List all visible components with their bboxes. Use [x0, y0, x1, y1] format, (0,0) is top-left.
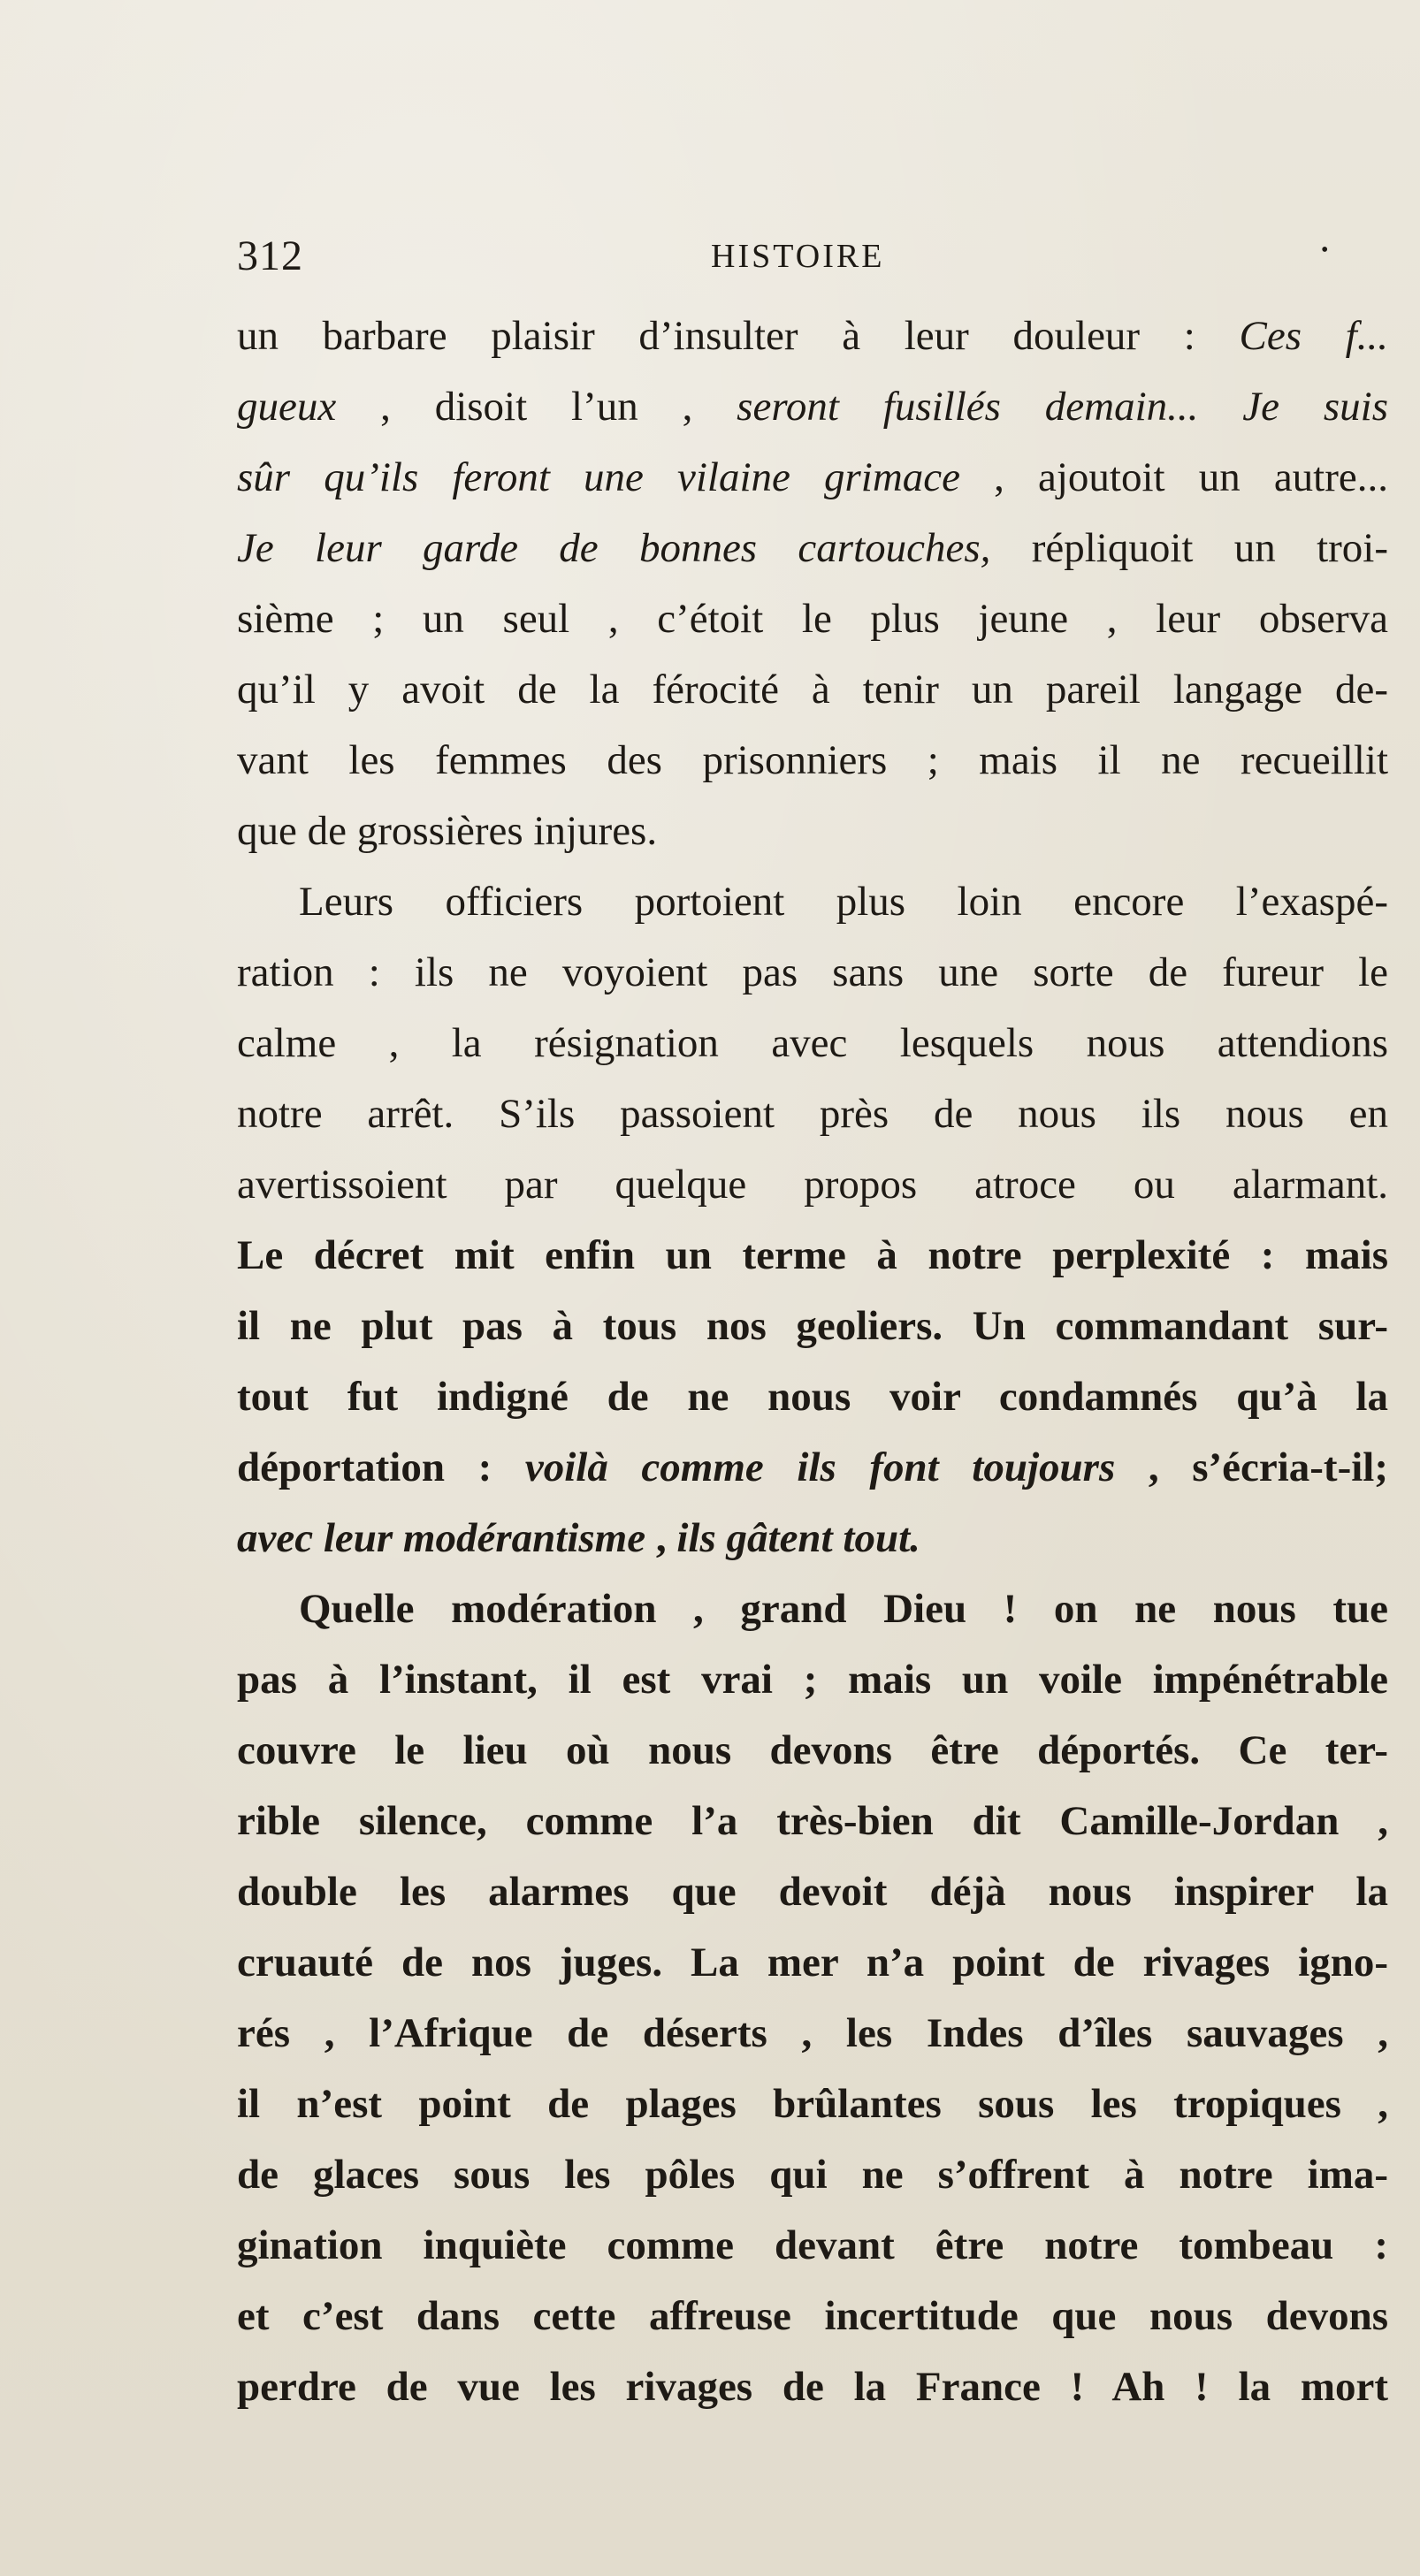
text-line — [237, 301, 1388, 371]
text-span: rés , l’Afrique de déserts , les Indes d’îles sauvages , — [237, 2010, 1388, 2056]
text-line — [237, 1715, 1388, 1786]
text-span: Leurs officiers portoient plus loin encore l’exaspé- — [299, 879, 1388, 925]
text-span: qu’il y avoit de la férocité à tenir un pareil langage de- — [237, 667, 1388, 713]
text-span: , disoit l’un , — [336, 384, 737, 430]
header-mark: • — [1321, 239, 1329, 262]
italic-span: seront fusillés demain... Je suis — [737, 384, 1388, 430]
text-line — [237, 1786, 1388, 1856]
text-span: notre arrêt. S’ils passoient près de nous ils nous en — [237, 1091, 1388, 1137]
text-span: sième ; un seul , c’étoit le plus jeune , leur observa — [237, 596, 1388, 642]
text-line — [237, 796, 1388, 866]
text-line — [237, 2351, 1388, 2422]
text-span: gination inquiète comme devant être notre tombeau : — [237, 2222, 1388, 2268]
text-span: calme , la résignation avec lesquels nous attendions — [237, 1020, 1388, 1066]
text-span: que de grossières injures. — [237, 808, 658, 854]
text-span: cruauté de nos juges. La mer n’a point de rivages igno- — [237, 1940, 1388, 1985]
text-line — [237, 725, 1388, 796]
text-line — [237, 1998, 1388, 2069]
text-line — [237, 513, 1388, 583]
italic-span: Ces f... — [1239, 313, 1388, 359]
text-line — [237, 2281, 1388, 2351]
italic-span: Je leur garde de bonnes cartouches, — [237, 525, 991, 571]
text-span: ration : ils ne voyoient pas sans une sorte de fureur le — [237, 949, 1388, 995]
text-line — [237, 2139, 1388, 2210]
text-span: et c’est dans cette affreuse incertitude que nous devons — [237, 2293, 1388, 2339]
text-span: un barbare plaisir d’insulter à leur douleur : — [237, 313, 1240, 359]
text-span: , s’écria-t-il; — [1115, 1444, 1389, 1490]
text-span: répliquoit un troi- — [990, 525, 1388, 571]
text-line — [237, 1503, 1388, 1574]
text-line — [237, 2069, 1388, 2139]
text-span: avertissoient par quelque propos atroce ou alarmant. — [237, 1162, 1388, 1208]
text-line — [237, 1220, 1388, 1291]
text-span: Quelle modération , grand Dieu ! on ne nous tue — [299, 1586, 1388, 1632]
body-text — [237, 301, 1388, 2422]
text-line — [237, 1008, 1388, 1078]
text-line — [237, 1927, 1388, 1998]
text-span: Le décret mit enfin un terme à notre perplexité : mais — [237, 1232, 1388, 1278]
text-line — [237, 654, 1388, 725]
text-line — [237, 442, 1388, 513]
text-line — [237, 583, 1388, 654]
text-line — [237, 1291, 1388, 1361]
italic-span: avec leur modérantisme — [237, 1515, 646, 1561]
page-header — [237, 232, 1386, 293]
text-span: vant les femmes des prisonniers ; mais il ne recueillit — [237, 737, 1388, 783]
text-line — [237, 1856, 1388, 1927]
text-line — [237, 1149, 1388, 1220]
text-line — [237, 1574, 1388, 1644]
italic-span: gueux — [237, 384, 337, 430]
italic-span: ils gâtent tout. — [676, 1515, 920, 1561]
text-span: de glaces sous les pôles qui ne s’offrent à notre ima- — [237, 2152, 1388, 2198]
text-line — [237, 371, 1388, 442]
text-line — [237, 1078, 1388, 1149]
italic-span: sûr qu’ils feront une vilaine grimace — [237, 454, 961, 500]
text-span: , ajoutoit un autre... — [960, 454, 1388, 500]
text-span: tout fut indigné de ne nous voir condamnés qu’à la — [237, 1374, 1388, 1420]
text-span: perdre de vue les rivages de la France ! Ah ! la mort — [237, 2364, 1388, 2410]
text-span: , — [645, 1515, 677, 1561]
text-span: rible silence, comme l’a très-bien dit Camille-Jordan , — [237, 1798, 1388, 1844]
text-span: il ne plut pas à tous nos geoliers. Un commandant sur- — [237, 1303, 1388, 1349]
text-line — [237, 2210, 1388, 2281]
text-span: couvre le lieu où nous devons être déportés. Ce ter- — [237, 1727, 1388, 1773]
text-line — [237, 1361, 1388, 1432]
running-title: HISTOIRE — [711, 238, 885, 275]
text-span: déportation : — [237, 1444, 525, 1490]
text-line — [237, 937, 1388, 1008]
text-line — [237, 1432, 1388, 1503]
text-span: il n’est point de plages brûlantes sous les tropiques , — [237, 2081, 1388, 2127]
text-span: pas à l’instant, il est vrai ; mais un voile impénétrable — [237, 1657, 1388, 1703]
text-line — [237, 1644, 1388, 1715]
text-line — [237, 866, 1388, 937]
page-number: 312 — [237, 232, 303, 279]
text-span: double les alarmes que devoit déjà nous inspirer la — [237, 1869, 1388, 1915]
italic-span: voilà comme ils font toujours — [524, 1444, 1116, 1490]
